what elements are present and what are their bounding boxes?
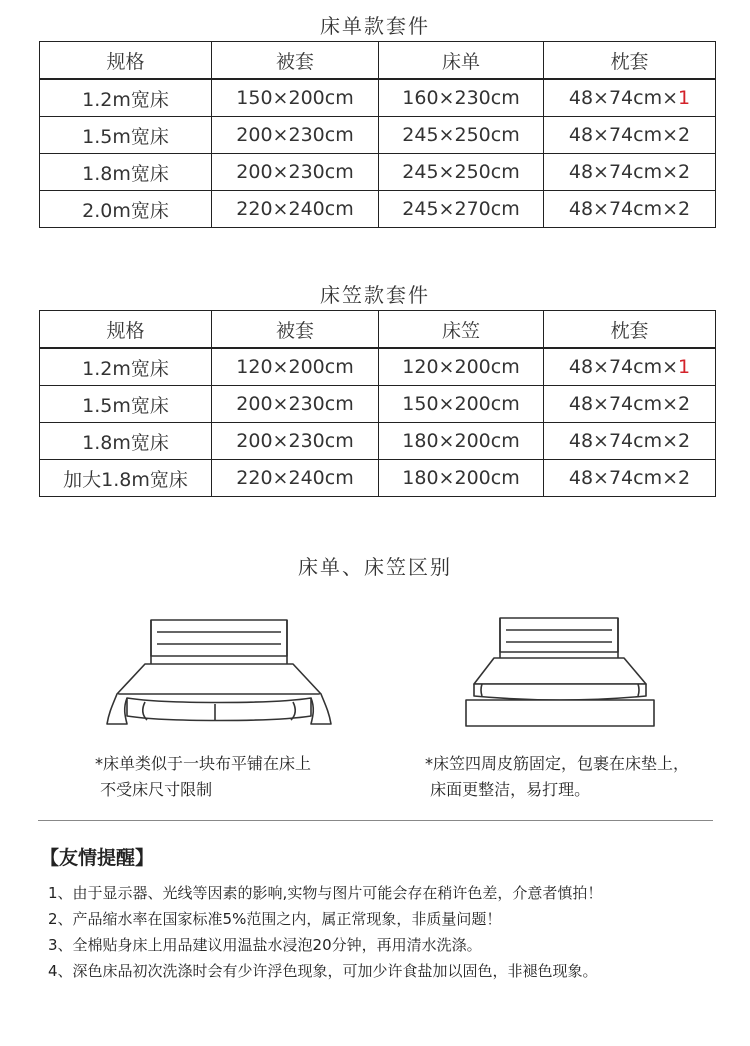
table-cell [544,79,716,117]
section-divider [38,820,713,821]
table-cell: 200×230cm [212,423,379,460]
table-cell: 48×74cm×2 [544,191,716,228]
table-cell: 220×240cm [212,460,379,497]
table-cell [544,348,716,386]
table-cell: 200×230cm [212,386,379,423]
table-header-row [40,311,716,349]
table-cell: 加大1.8m宽床 [40,460,212,497]
table-cell: 48×74cm×2 [544,386,716,423]
header-cell: 床单 [379,42,544,80]
table-cell: 245×270cm [379,191,544,228]
sheet-set-table [39,41,716,228]
table-cell: 150×200cm [212,79,379,117]
table-cell: 245×250cm [379,154,544,191]
table-row [40,348,716,386]
flat-sheet-note: *床单类似于一块布平铺在床上 不受床尺寸限制 [95,754,312,799]
pillow-size: 48×74cm× [568,356,679,378]
table-cell: 2.0m宽床 [40,191,212,228]
table-cell: 1.8m宽床 [40,423,212,460]
fitted-sheet-note: *床笠四周皮筋固定，包裹在床垫上， 床面更整洁，易打理。 [425,754,690,799]
list-item: 4、深色床品初次洗涤时会有少许浮色现象，可加少许食盐加以固色，非褪色现象。 [48,962,598,980]
header-cell: 枕套 [544,42,716,80]
table-row [40,191,716,228]
header-cell: 规格 [40,311,212,349]
header-cell: 规格 [40,42,212,80]
table-cell: 245×250cm [379,117,544,154]
header-cell: 被套 [212,42,379,80]
sheet-set-title: 床单款套件 [320,14,430,38]
table-row [40,460,716,497]
list-item: 2、产品缩水率在国家标准5%范围之内，属正常现象，非质量问题！ [48,910,502,928]
table-cell: 1.8m宽床 [40,154,212,191]
list-item: 1、由于显示器、光线等因素的影响,实物与图片可能会存在稍许色差，介意者慎拍！ [48,884,603,902]
table-cell: 1.5m宽床 [40,386,212,423]
pillow-count-highlight: 1 [678,87,691,109]
table-cell: 200×230cm [212,117,379,154]
header-cell: 床笠 [379,311,544,349]
table-cell: 48×74cm×2 [544,117,716,154]
table-header-row [40,42,716,80]
fitted-sheet-bed-illustration [460,612,660,730]
reminder-list [48,880,602,984]
table-row [40,386,716,423]
table-row [40,79,716,117]
table-cell: 220×240cm [212,191,379,228]
table-cell: 200×230cm [212,154,379,191]
table-cell: 180×200cm [379,423,544,460]
table-cell: 48×74cm×2 [544,154,716,191]
fitted-set-title: 床笠款套件 [320,283,430,307]
table-cell: 1.2m宽床 [40,348,212,386]
list-item: 3、全棉贴身床上用品建议用温盐水浸泡20分钟，再用清水洗涤。 [48,936,482,954]
pillow-count-highlight: 1 [678,356,691,378]
table-cell: 160×230cm [379,79,544,117]
table-cell: 120×200cm [379,348,544,386]
fitted-set-table [39,310,716,497]
difference-title: 床单、床笠区别 [298,555,452,579]
table-cell: 1.2m宽床 [40,79,212,117]
table-cell: 1.5m宽床 [40,117,212,154]
header-cell: 被套 [212,311,379,349]
table-row [40,117,716,154]
header-cell: 枕套 [544,311,716,349]
table-cell: 150×200cm [379,386,544,423]
reminder-title: 【友情提醒】 [40,847,155,869]
flat-sheet-bed-illustration [105,612,335,730]
table-cell: 120×200cm [212,348,379,386]
table-cell: 48×74cm×2 [544,423,716,460]
table-cell: 48×74cm×2 [544,460,716,497]
table-cell: 180×200cm [379,460,544,497]
pillow-size: 48×74cm× [568,87,679,109]
table-row [40,423,716,460]
table-row [40,154,716,191]
